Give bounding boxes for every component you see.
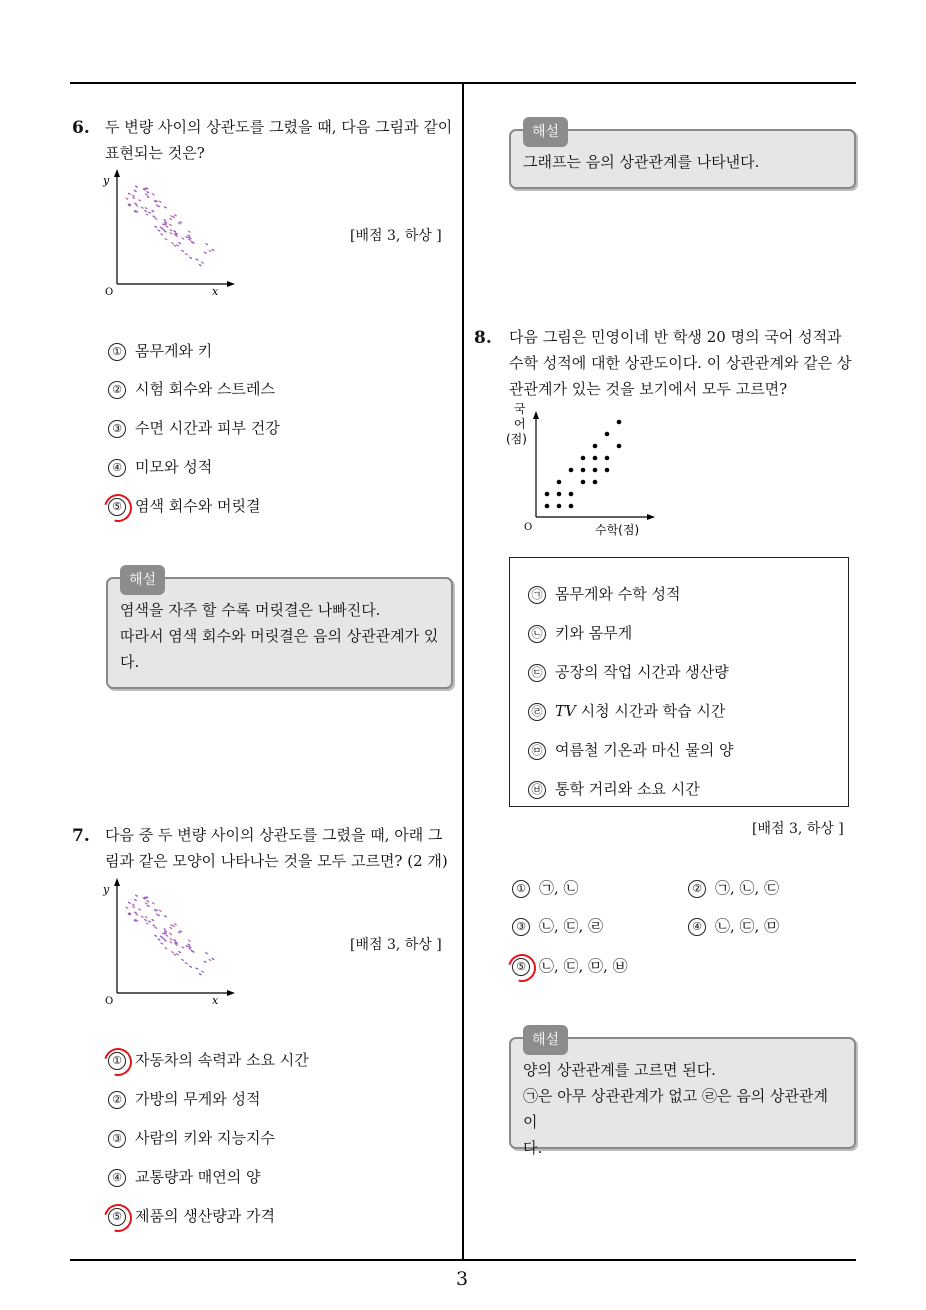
scatter-dash [152,210,155,212]
q6-choice-2-text: 시험 회수와 스트레스 [135,380,275,398]
scatter-dash [169,224,172,226]
q8-choice-3[interactable] [512,915,603,936]
scatter-dot [593,456,598,461]
scatter-dash [185,962,188,964]
bottom-rule [70,1259,856,1261]
q7-choice-1-text: 자동차의 속력과 소요 시간 [135,1051,309,1069]
scatter-dash [136,205,139,207]
q8-ylabel-2: 어 [514,417,526,431]
scatter-dash [188,231,191,233]
scatter-dot [617,444,622,449]
q8-score: [배점 3, 하상 ] [752,821,844,837]
q8-choice-4[interactable] [688,915,779,936]
scatter-dash [182,238,185,240]
scatter-dash [155,927,158,929]
scatter-dash [147,900,150,902]
scatter-dash [145,903,148,905]
q8-choice-2-text: ㉠, ㉡, ㉢ [715,879,780,897]
scatter-dash [158,230,161,232]
q6-scatter-points [126,186,215,266]
scatter-dash [176,954,179,956]
scatter-dash [138,200,141,202]
q8-solution-tag: 해설 [523,1025,568,1055]
q8-bogi-4-num: ㉣ [528,703,546,721]
q6-choice-5[interactable] [108,495,260,516]
scatter-dash [156,205,159,207]
q7-number: 7. [72,826,90,846]
scatter-dot [617,420,622,425]
column-divider [462,82,464,1260]
scatter-dash [128,902,131,904]
q7-choice-1[interactable] [108,1049,309,1070]
scatter-dash [189,237,192,239]
q6-line2: 표현되는 것은? [105,144,205,162]
scatter-dash [169,933,172,935]
scatter-dash [144,210,147,212]
q8-choice-4-num: ④ [688,918,706,936]
q6-choice-1-text: 몸무게와 키 [135,342,213,360]
scatter-dash [134,899,137,901]
scatter-dash [205,243,208,245]
q7-scatter-figure [100,877,240,1009]
scatter-dash [164,940,167,942]
scatter-dot [581,468,586,473]
q7-choice-2-num: ② [108,1091,126,1109]
q8-xlabel: 수학(점) [595,523,640,537]
scatter-dash [191,241,194,243]
scatter-dash [135,895,138,897]
scatter-dot [605,432,610,437]
scatter-dash [164,207,167,209]
q8-solution-box [509,1032,856,1157]
scatter-dash [179,222,182,224]
scatter-dash [181,959,184,961]
scatter-dash [160,936,163,938]
q8-bogi-item-6 [528,778,700,799]
q8-bogi-item-4 [528,700,725,721]
scatter-dash [153,925,156,927]
q8-bogi-1-text: 몸무게와 수학 성적 [555,585,681,603]
q8-choice-3-text: ㉡, ㉢, ㉣ [539,917,604,935]
scatter-dash [152,919,155,921]
scatter-dash [204,961,207,963]
scatter-dot [545,504,550,509]
q6-number: 6. [72,118,90,138]
q7-solution-line1: 그래프는 음의 상관관계를 나타낸다. [523,153,760,171]
scatter-dot [593,480,598,485]
q6-choice-3-text: 수면 시간과 피부 건강 [135,419,280,437]
scatter-dash [156,914,159,916]
scatter-dot [557,492,562,497]
scatter-dot [569,492,574,497]
scatter-dash [178,223,181,225]
scatter-dash [181,250,184,252]
scatter-dash [189,257,192,259]
scatter-dash [146,214,149,216]
scatter-dash [188,235,191,237]
q8-text [509,324,869,402]
scatter-dash [164,222,167,224]
scatter-dash [188,944,191,946]
q6-choice-4-text: 미모와 성적 [135,458,213,476]
scatter-dash [160,227,163,229]
scatter-dash [126,198,128,200]
scatter-dash [164,219,167,221]
scatter-dash [188,948,191,950]
q7-origin: O [105,996,114,1007]
q8-scatter-points [545,420,622,509]
scatter-dash [170,232,173,234]
q8-solution-line1: 양의 상관관계를 고르면 된다. [523,1061,716,1079]
scatter-dot [593,444,598,449]
q7-axis-x: x [212,994,219,1007]
scatter-dash [189,966,192,968]
scatter-dot [569,468,574,473]
q7-choice-4[interactable] [108,1166,260,1187]
scatter-dash [174,245,177,247]
q6-choice-4[interactable] [108,456,212,477]
scatter-dash [174,924,177,926]
scatter-dash [165,947,168,949]
scatter-dash [179,931,182,933]
scatter-dash [136,914,139,916]
q7-scatter-points [126,895,215,975]
scatter-dash [204,252,207,254]
q6-choice-5-text: 염색 회수와 머릿결 [135,497,261,515]
page-number: 3 [456,1268,469,1290]
scatter-dash [145,916,148,918]
q8-choice-4-text: ㉡, ㉢, ㉤ [715,917,780,935]
q7-choice-5[interactable] [108,1205,275,1226]
q8-bogi-item-5 [528,739,733,760]
q6-choice-3[interactable] [108,417,280,438]
scatter-dash [154,935,157,937]
scatter-dash [176,245,179,247]
q6-choice-4-num: ④ [108,459,126,477]
q8-choice-5-text: ㉡, ㉢, ㉤, ㉥ [539,957,628,975]
scatter-dash [174,954,177,956]
q8-line3: 관관계가 있는 것을 보기에서 모두 고르면? [509,380,788,398]
scatter-dash [201,262,204,264]
scatter-dash [196,259,199,261]
scatter-dash [160,234,163,236]
scatter-dash [164,928,167,930]
q8-bogi-3-text: 공장의 작업 시간과 생산량 [555,663,729,681]
q6-axis-x: x [212,285,219,298]
q8-ylabel-3: (점) [506,432,527,446]
scatter-dash [147,196,150,198]
scatter-dash [186,236,189,238]
scatter-dash [175,944,178,946]
q8-bogi-4-text: 시청 시간과 학습 시간 [575,702,726,720]
q6-text [105,114,465,166]
scatter-dot [545,492,550,497]
q8-bogi-5-text: 여름철 기온과 마신 물의 양 [555,741,734,759]
scatter-dash [170,927,173,929]
q8-bogi-item-1 [528,583,680,604]
scatter-dash [209,250,212,252]
scatter-dash [141,916,144,918]
scatter-dash [209,959,212,961]
scatter-dash [147,905,150,907]
q6-solution-line3: 다. [120,653,140,671]
q8-choice-3-num: ③ [512,918,530,936]
q7-choice-3-text: 사람의 키와 지능지수 [135,1129,275,1147]
q7-line1: 다음 중 두 변량 사이의 상관도를 그렸을 때, 아래 그 [105,826,443,844]
q8-choice-1-num: ① [512,880,530,898]
scatter-dash [134,203,137,205]
q6-choice-5-num: ⑤ [108,498,126,516]
q6-scatter-figure [100,168,240,300]
scatter-dash [148,212,151,214]
q8-bogi-5-num: ㉤ [528,742,546,760]
scatter-dash [172,925,175,927]
scatter-dash [201,971,204,973]
scatter-dash [164,931,167,933]
scatter-dash [171,242,174,244]
scatter-dash [152,903,155,905]
scatter-dash [188,239,191,241]
q6-solution-line1: 염색을 자주 할 수록 머릿결은 나빠진다. [120,601,381,619]
q8-bogi-6-num: ㉥ [528,781,546,799]
q6-solution-tag: 해설 [120,565,165,595]
scatter-dash [178,242,181,244]
q8-line1: 다음 그림은 민영이네 반 학생 20 명의 국어 성적과 [509,328,842,346]
scatter-dot [557,480,562,485]
scatter-dash [164,916,167,918]
scatter-dash [178,951,181,953]
scatter-dash [132,195,135,197]
q8-solution-line3: 다. [523,1139,543,1157]
q8-choice-1[interactable] [512,877,579,898]
scatter-dash [189,946,192,948]
scatter-dash [145,194,148,196]
q8-bogi-3-num: ㉢ [528,664,546,682]
scatter-dash [170,941,173,943]
scatter-dash [132,197,135,199]
scatter-dash [134,190,137,192]
q6-origin: O [105,287,114,298]
scatter-dash [173,940,176,942]
q6-choice-2[interactable] [108,378,275,399]
q6-choice-1[interactable] [108,340,212,361]
scatter-dash [186,945,189,947]
q8-bogi-4-tv: TV [555,702,576,720]
scatter-dash [155,218,158,220]
scatter-dash [188,940,191,942]
scatter-dash [164,231,167,233]
scatter-dot [581,456,586,461]
q8-choice-5-num: ⑤ [512,958,530,976]
scatter-dash [160,943,163,945]
scatter-dash [170,218,173,220]
scatter-dash [171,951,174,953]
scatter-dash [165,238,168,240]
q8-solution-line2: ㉠은 아무 상관관계가 없고 ㉣은 음의 상관관계이 [523,1087,828,1131]
q7-choice-5-num: ⑤ [108,1208,126,1226]
q7-text [105,822,465,874]
scatter-dot [581,480,586,485]
scatter-dash [205,952,208,954]
scatter-dash [132,904,135,906]
q8-bogi-box [509,557,849,807]
scatter-dot [605,456,610,461]
q7-choice-1-num: ① [108,1052,126,1070]
scatter-dash [191,950,194,952]
scatter-dash [148,921,151,923]
scatter-dash [146,923,149,925]
scatter-dash [144,919,147,921]
scatter-dot [605,468,610,473]
q6-axis-y: y [103,174,110,187]
scatter-dash [196,968,199,970]
q7-choice-5-text: 제품의 생산량과 가격 [135,1207,275,1225]
scatter-dot [569,504,574,509]
q8-bogi-1-num: ㉠ [528,586,546,604]
scatter-dash [158,939,161,941]
scatter-dash [170,938,173,940]
q8-bogi-item-2 [528,622,632,643]
scatter-dash [132,906,135,908]
q6-choice-1-num: ① [108,343,126,361]
scatter-dash [185,253,188,255]
q6-choice-2-num: ② [108,381,126,399]
q8-bogi-6-text: 통학 거리와 소요 시간 [555,780,700,798]
q8-ylabel-1: 국 [514,402,526,416]
q7-choice-3[interactable] [108,1127,275,1148]
q8-choice-1-text: ㉠, ㉡ [539,879,579,897]
scatter-dash [182,947,185,949]
scatter-dash [154,226,157,228]
q8-scatter-figure [500,400,660,542]
q8-bogi-2-text: 키와 몸무게 [555,624,633,642]
q6-solution-line2: 따라서 염색 회수와 머릿결은 음의 상관관계가 있 [120,627,439,645]
scatter-dash [126,907,128,909]
q7-choice-2-text: 가방의 무게와 성적 [135,1090,261,1108]
q7-line2: 림과 같은 모양이 나타나는 것을 모두 고르면? (2 개) [105,852,448,870]
q8-choice-2-num: ② [688,880,706,898]
scatter-dot [593,468,598,473]
q8-line2: 수학 성적에 대한 상관도이다. 이 상관관계와 같은 상 [509,354,852,372]
scatter-dash [212,249,215,251]
q6-solution-box [106,572,453,689]
q8-bogi-2-num: ㉡ [528,625,546,643]
scatter-dot [557,504,562,509]
q7-score: [배점 3, 하상 ] [350,937,442,953]
scatter-dash [172,216,175,218]
scatter-dash [141,207,144,209]
scatter-dash [159,910,162,912]
scatter-dash [134,912,137,914]
scatter-dash [174,215,177,217]
q8-origin: O [524,522,533,533]
scatter-dash [199,973,202,975]
q7-choice-4-text: 교통량과 매연의 양 [135,1168,261,1186]
q7-choice-4-num: ④ [108,1169,126,1187]
q8-choice-2[interactable] [688,877,779,898]
q7-axis-y: y [103,883,110,896]
scatter-dash [170,229,173,231]
q6-choice-3-num: ③ [108,420,126,438]
scatter-dash [138,909,141,911]
scatter-dash [135,186,138,188]
scatter-dash [173,231,176,233]
q7-choice-3-num: ③ [108,1130,126,1148]
q8-bogi-item-3 [528,661,729,682]
q6-score: [배점 3, 하상 ] [350,228,442,244]
q8-choice-5[interactable] [512,955,628,976]
scatter-dash [175,235,178,237]
scatter-dash [199,264,202,266]
q7-solution-box [509,124,856,189]
scatter-dash [162,938,165,940]
scatter-dash [166,935,169,937]
scatter-dash [178,932,181,934]
scatter-dash [128,193,131,195]
q7-choice-2[interactable] [108,1088,260,1109]
scatter-dash [147,191,150,193]
q6-line1: 두 변량 사이의 상관도를 그렸을 때, 다음 그림과 같이 [105,118,453,136]
scatter-dash [166,226,169,228]
scatter-dash [212,958,215,960]
scatter-dash [159,201,162,203]
scatter-dash [153,216,156,218]
q7-solution-tag: 해설 [523,117,568,147]
scatter-dash [162,229,165,231]
scatter-dash [152,194,155,196]
q8-number: 8. [474,328,492,348]
scatter-dash [145,207,148,209]
